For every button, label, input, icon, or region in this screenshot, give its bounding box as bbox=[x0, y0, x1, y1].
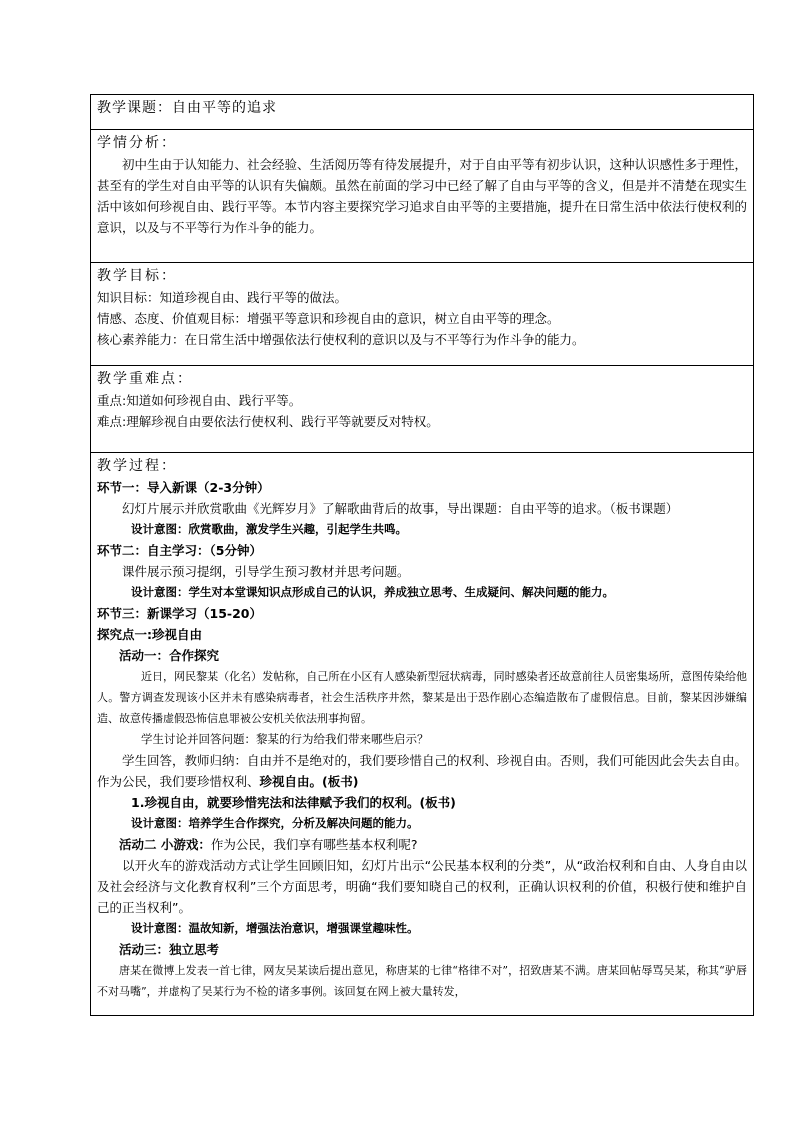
goals-row bbox=[91, 263, 754, 366]
activity1-answer-bold: 珍视自由。(板书) bbox=[259, 774, 359, 789]
analysis-heading: 学情分析： bbox=[97, 135, 177, 151]
section2-title: 环节二：自主学习：（5分钟） bbox=[97, 543, 262, 558]
activity1-board: 1.珍视自由，就要珍惜宪法和法律赋予我们的权利。(板书) bbox=[131, 795, 456, 810]
process-cell bbox=[91, 453, 754, 1016]
activity1-answer-text: 学生回答，教师归纳：自由并不是绝对的，我们要珍惜自己的权利、珍视自由。否则，我们可能因此会失去自由。作为公民，我们要珍惜权利、 bbox=[97, 753, 748, 789]
lesson-title: 教学课题：自由平等的追求 bbox=[97, 100, 277, 116]
keypoint-focus: 重点:知道如何珍视自由、践行平等。 bbox=[97, 393, 302, 408]
goal-core: 核心素养能力：在日常生活中增强依法行使权利的意识以及与不平等行为作斗争的能力。 bbox=[97, 332, 585, 347]
analysis-row bbox=[91, 130, 754, 263]
activity1-question: 学生讨论并回答问题：黎某的行为给我们带来哪些启示？ bbox=[141, 732, 429, 746]
goals-heading: 教学目标： bbox=[97, 268, 177, 284]
point1-title: 探究点一:珍视自由 bbox=[97, 627, 202, 642]
process-row bbox=[91, 453, 754, 1016]
activity2-title: 活动二 小游戏： bbox=[119, 837, 211, 852]
goals-cell bbox=[91, 263, 754, 366]
lesson-plan-table bbox=[90, 94, 754, 1016]
section1-body: 幻灯片展示并欣赏歌曲《光辉岁月》了解歌曲背后的故事，导出课题：自由平等的追求。（板书课题） bbox=[122, 501, 679, 516]
activity2-body: 以开火车的游戏活动方式让学生回顾旧知，幻灯片出示“公民基本权利的分类”，从“政治权利和自由、人身自由以及社会经济与文化教育权利”三个方面思考，明确“我们要知晓自己的权利，正确认识权利的价值，积极行使和维护自己的正当权利”。 bbox=[97, 858, 747, 915]
goal-emotion: 情感、态度、价值观目标：增强平等意识和珍视自由的意识，树立自由平等的理念。 bbox=[97, 311, 560, 326]
activity3-title: 活动三：独立思考 bbox=[119, 942, 220, 957]
analysis-cell bbox=[91, 130, 754, 263]
keypoints-cell bbox=[91, 366, 754, 453]
keypoints-heading: 教学重难点： bbox=[97, 371, 193, 387]
activity1-title: 活动一：合作探究 bbox=[119, 648, 220, 663]
section3-title: 环节三：新课学习（15-20） bbox=[97, 606, 262, 621]
activity1-answer bbox=[97, 750, 747, 792]
keypoint-difficulty: 难点:理解珍视自由要依法行使权利、践行平等就要反对特权。 bbox=[97, 414, 439, 429]
analysis-body: 初中生由于认知能力、社会经验、生活阅历等有待发展提升，对于自由平等有初步认识，这种认识感性多于理性，甚至有的学生对自由平等的认识有失偏颇。虽然在前面的学习中已经了解了自由与平等的含义，但是并不清楚在现实生活中该如何珍视自由、践行平等。本节内容主要探究学习追求自由平等的主要措施，提升在日常生活中依法行使权利的意识，以及与不平等行为作斗争的能力。 bbox=[97, 157, 748, 235]
section1-title: 环节一：导入新课（2-3分钟） bbox=[97, 480, 270, 495]
activity2-line bbox=[97, 834, 747, 855]
section2-body: 课件展示预习提纲，引导学生预习教材并思考问题。 bbox=[122, 564, 410, 579]
section1-design: 设计意图：欣赏歌曲，激发学生兴趣，引起学生共鸣。 bbox=[131, 522, 407, 536]
keypoints-row bbox=[91, 366, 754, 453]
activity1-case: 近日，网民黎某（化名）发帖称，自己所在小区有人感染新型冠状病毒，同时感染者还故意前往人员密集场所，意图传染给他人。警方调查发现该小区并未有感染病毒者，社会生活秩序井然，黎某是出于恐作剧心态编造散布了虚假信息。目前，黎某因涉嫌编造、故意传播虚假恐怖信息罪被公安机关依法刑事拘留。 bbox=[97, 670, 747, 725]
goal-knowledge: 知识目标：知道珍视自由、践行平等的做法。 bbox=[97, 290, 348, 305]
activity1-design: 设计意图：培养学生合作探究，分析及解决问题的能力。 bbox=[131, 816, 419, 830]
process-heading: 教学过程： bbox=[97, 458, 177, 474]
activity3-case: 唐某在微博上发表一首七律，网友吴某读后提出意见，称唐某的七律“格律不对”，招致唐某不满。唐某回帖辱骂吴某，称其“驴唇不对马嘴”，并虚构了吴某行为不检的诸多事例。该回复在网上被大量转发， bbox=[97, 964, 747, 998]
title-row bbox=[91, 95, 754, 130]
activity2-question: 作为公民，我们享有哪些基本权利呢? bbox=[210, 837, 418, 852]
activity2-design: 设计意图：温故知新，增强法治意识，增强课堂趣味性。 bbox=[131, 921, 419, 935]
section2-design: 设计意图：学生对本堂课知识点形成自己的认识，养成独立思考、生成疑问、解决问题的能力。 bbox=[131, 585, 614, 599]
title-cell bbox=[91, 95, 754, 130]
